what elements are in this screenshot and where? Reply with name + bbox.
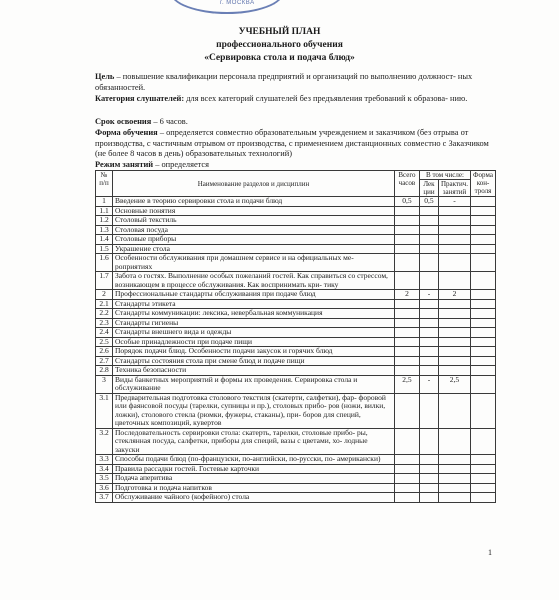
row-title: Способы подачи блюд (по-французски, по-английски, по-русски, по- американски): [113, 455, 395, 465]
row-number: 2.4: [96, 328, 113, 338]
row-control: [471, 493, 496, 503]
row-control: [471, 455, 496, 465]
header-practice: Практич. занятий: [438, 180, 470, 197]
row-lectures: [419, 244, 438, 254]
row-lectures: [419, 318, 438, 328]
row-number: 1.1: [96, 206, 113, 216]
table-row: [96, 375, 496, 393]
form-text: – определяется совместно образовательным учреждением и заказчиком (без отрыва от производства, с частичным отрывом от производства, с применением дистанционных совместно с Заказчиком (не более 8 часов в день) образовательных технологий): [95, 128, 489, 159]
table-row: [96, 366, 496, 376]
row-control: [471, 356, 496, 366]
row-lectures: [419, 455, 438, 465]
row-title: Стандарты этикета: [113, 299, 395, 309]
row-total: [394, 225, 419, 235]
row-title: Введение в теорию сервировки стола и подачи блюд: [113, 197, 395, 207]
row-number: 2.7: [96, 356, 113, 366]
doc-subtitle: профессионального обучения: [216, 40, 343, 50]
row-total: 2,5: [394, 375, 419, 393]
row-number: 1.6: [96, 254, 113, 272]
category-label: Категория слушателей:: [95, 94, 185, 103]
row-practice: [438, 474, 470, 484]
row-practice: [438, 309, 470, 319]
table-row: [96, 393, 496, 428]
row-title: Виды банкетных мероприятий и формы их проведения. Сервировка стола и обслуживание: [113, 375, 395, 393]
form-paragraph: [95, 128, 490, 160]
table-row: [96, 309, 496, 319]
row-lectures: -: [419, 375, 438, 393]
row-lectures: [419, 393, 438, 428]
row-number: 3.6: [96, 483, 113, 493]
table-row: [96, 347, 496, 357]
goal-text: – повышение квалификации персонала предприятий и организаций по выполнению должност- ных обязанностей.: [95, 72, 473, 92]
table-row: [96, 290, 496, 300]
header-lectures: Лек ции: [419, 180, 438, 197]
row-title: Стандарты гигиены: [113, 318, 395, 328]
row-control: [471, 337, 496, 347]
row-lectures: [419, 225, 438, 235]
row-control: [471, 206, 496, 216]
table-row: [96, 254, 496, 272]
curriculum-table: [95, 170, 496, 503]
row-total: [394, 328, 419, 338]
row-practice: [438, 254, 470, 272]
row-lectures: [419, 464, 438, 474]
row-lectures: 0,5: [419, 197, 438, 207]
row-control: [471, 225, 496, 235]
row-control: [471, 464, 496, 474]
row-control: [471, 272, 496, 290]
row-number: 3.1: [96, 393, 113, 428]
header-total: Всего часов: [394, 171, 419, 197]
row-practice: [438, 244, 470, 254]
row-number: 1.7: [96, 272, 113, 290]
row-practice: [438, 225, 470, 235]
category-text: для всех категорий слушателей без предъявления требований к образова- нию.: [184, 94, 468, 103]
row-title: Особенности обслуживания при домашнем сервисе и на официальных ме- роприятиях: [113, 254, 395, 272]
row-number: 2.2: [96, 309, 113, 319]
row-total: [394, 483, 419, 493]
row-control: [471, 428, 496, 455]
row-number: 2.6: [96, 347, 113, 357]
row-practice: [438, 328, 470, 338]
row-total: [394, 206, 419, 216]
row-number: 1.5: [96, 244, 113, 254]
row-total: [394, 254, 419, 272]
row-total: [394, 493, 419, 503]
row-practice: [438, 235, 470, 245]
row-practice: [438, 347, 470, 357]
row-number: 2.5: [96, 337, 113, 347]
goal-label: Цель: [95, 72, 115, 81]
table-row: [96, 428, 496, 455]
row-lectures: [419, 366, 438, 376]
row-practice: [438, 455, 470, 465]
goal-paragraph: [95, 72, 490, 93]
row-control: [471, 216, 496, 226]
row-title: Особые принадлежности при подаче пищи: [113, 337, 395, 347]
row-total: 0,5: [394, 197, 419, 207]
row-title: Столовый текстиль: [113, 216, 395, 226]
row-number: 1.3: [96, 225, 113, 235]
row-lectures: [419, 299, 438, 309]
row-practice: [438, 337, 470, 347]
row-number: 3.5: [96, 474, 113, 484]
row-control: [471, 197, 496, 207]
row-practice: [438, 216, 470, 226]
form-label: Форма обучения: [95, 128, 158, 137]
row-total: [394, 347, 419, 357]
row-number: 3.2: [96, 428, 113, 455]
row-lectures: [419, 337, 438, 347]
row-total: [394, 428, 419, 455]
row-total: [394, 244, 419, 254]
table-row: [96, 272, 496, 290]
row-number: 2.8: [96, 366, 113, 376]
row-number: 1.2: [96, 216, 113, 226]
row-control: [471, 309, 496, 319]
row-title: Техника безопасности: [113, 366, 395, 376]
row-title: Стандарты коммуникации: лексика, невербальная коммуникация: [113, 309, 395, 319]
row-lectures: -: [419, 290, 438, 300]
row-total: [394, 299, 419, 309]
row-control: [471, 299, 496, 309]
row-control: [471, 318, 496, 328]
row-control: [471, 328, 496, 338]
row-lectures: [419, 483, 438, 493]
row-title: Подготовка и подача напитков: [113, 483, 395, 493]
row-lectures: [419, 309, 438, 319]
row-practice: -: [438, 197, 470, 207]
row-control: [471, 474, 496, 484]
category-paragraph: [95, 94, 490, 105]
row-lectures: [419, 328, 438, 338]
row-number: 3.7: [96, 493, 113, 503]
row-number: 3.4: [96, 464, 113, 474]
row-control: [471, 483, 496, 493]
row-total: [394, 393, 419, 428]
header-control: Форма кон- троля: [471, 171, 496, 197]
row-control: [471, 290, 496, 300]
row-practice: [438, 206, 470, 216]
mode-label: Режим занятий: [95, 160, 154, 169]
row-total: [394, 337, 419, 347]
row-title: Стандарты состояния стола при смене блюд и подаче пищи: [113, 356, 395, 366]
row-total: [394, 366, 419, 376]
row-practice: 2,5: [438, 375, 470, 393]
mode-text: – определяется: [153, 160, 209, 169]
row-practice: [438, 493, 470, 503]
term-paragraph: [95, 117, 490, 128]
header-incl: В том числе:: [419, 171, 470, 180]
row-control: [471, 254, 496, 272]
row-title: Столовые приборы: [113, 235, 395, 245]
row-lectures: [419, 216, 438, 226]
row-control: [471, 235, 496, 245]
row-title: Основные понятия: [113, 206, 395, 216]
row-lectures: [419, 235, 438, 245]
row-number: 3.3: [96, 455, 113, 465]
row-title: Забота о гостях. Выполнение особых пожеланий гостей. Как справиться со стрессом, возникающем в процессе обслуживания. Как воспринимать кри- тику: [113, 272, 395, 290]
row-title: Порядок подачи блюд. Особенности подачи закусок и горячих блюд: [113, 347, 395, 357]
row-total: [394, 464, 419, 474]
row-control: [471, 347, 496, 357]
row-practice: [438, 428, 470, 455]
row-practice: [438, 393, 470, 428]
row-total: 2: [394, 290, 419, 300]
row-control: [471, 366, 496, 376]
row-lectures: [419, 356, 438, 366]
row-control: [471, 244, 496, 254]
row-title: Последовательность сервировки стола: скатерть, тарелки, столовые прибо- ры, стеклянная посуда, салфетки, приборы для специй, вазы с цветами, хо- лодные закуски: [113, 428, 395, 455]
row-practice: [438, 299, 470, 309]
row-title: Стандарты внешнего вида и одежды: [113, 328, 395, 338]
row-total: [394, 356, 419, 366]
row-control: [471, 375, 496, 393]
table-row: [96, 493, 496, 503]
row-practice: [438, 272, 470, 290]
row-lectures: [419, 493, 438, 503]
row-title: Украшение стола: [113, 244, 395, 254]
row-title: Правила рассадки гостей. Гостевые карточки: [113, 464, 395, 474]
table-row: [96, 216, 496, 226]
row-practice: [438, 464, 470, 474]
row-number: 2.1: [96, 299, 113, 309]
row-practice: [438, 318, 470, 328]
table-row: [96, 455, 496, 465]
row-number: 1.4: [96, 235, 113, 245]
row-total: [394, 216, 419, 226]
row-practice: 2: [438, 290, 470, 300]
row-number: 1: [96, 197, 113, 207]
table-row: [96, 474, 496, 484]
row-total: [394, 474, 419, 484]
row-lectures: [419, 254, 438, 272]
term-label: Срок освоения: [95, 117, 152, 126]
stamp-text: г. МОСКВА: [220, 0, 255, 6]
page-number: 1: [488, 548, 492, 557]
row-total: [394, 318, 419, 328]
row-practice: [438, 356, 470, 366]
table-row: [96, 328, 496, 338]
table-row: [96, 197, 496, 207]
row-number: 2.3: [96, 318, 113, 328]
row-lectures: [419, 428, 438, 455]
row-control: [471, 393, 496, 428]
row-lectures: [419, 474, 438, 484]
row-practice: [438, 366, 470, 376]
header-name: Наименование разделов и дисциплин: [113, 171, 395, 197]
doc-title: УЧЕБНЫЙ ПЛАН: [238, 27, 321, 37]
row-number: 3: [96, 375, 113, 393]
row-title: Профессиональные стандарты обслуживания при подаче блюд: [113, 290, 395, 300]
row-title: Предварительная подготовка столового текстиля (скатерти, салфетки), фар- форовой или фаянсовой посуды (тарелки, супницы и пр.), столовых прибо- ров (ножи, вилки, ложки), столового стекла (рюмки, фужеры, стаканы), при- боров для специй, цветочных композиций, кувертов: [113, 393, 395, 428]
row-title: Обслуживание чайного (кофейного) стола: [113, 493, 395, 503]
row-title: Подача аперитива: [113, 474, 395, 484]
header-num: № п/п: [96, 171, 113, 197]
row-number: 2: [96, 290, 113, 300]
term-text: – 6 часов.: [151, 117, 188, 126]
row-lectures: [419, 272, 438, 290]
table-row: [96, 235, 496, 245]
row-title: Столовая посуда: [113, 225, 395, 235]
row-lectures: [419, 347, 438, 357]
mode-paragraph: [95, 160, 490, 171]
row-total: [394, 309, 419, 319]
row-total: [394, 455, 419, 465]
row-total: [394, 235, 419, 245]
row-practice: [438, 483, 470, 493]
course-name: «Сервировка стола и подача блюд»: [204, 53, 355, 63]
table-body: [96, 197, 496, 503]
row-lectures: [419, 206, 438, 216]
row-total: [394, 272, 419, 290]
